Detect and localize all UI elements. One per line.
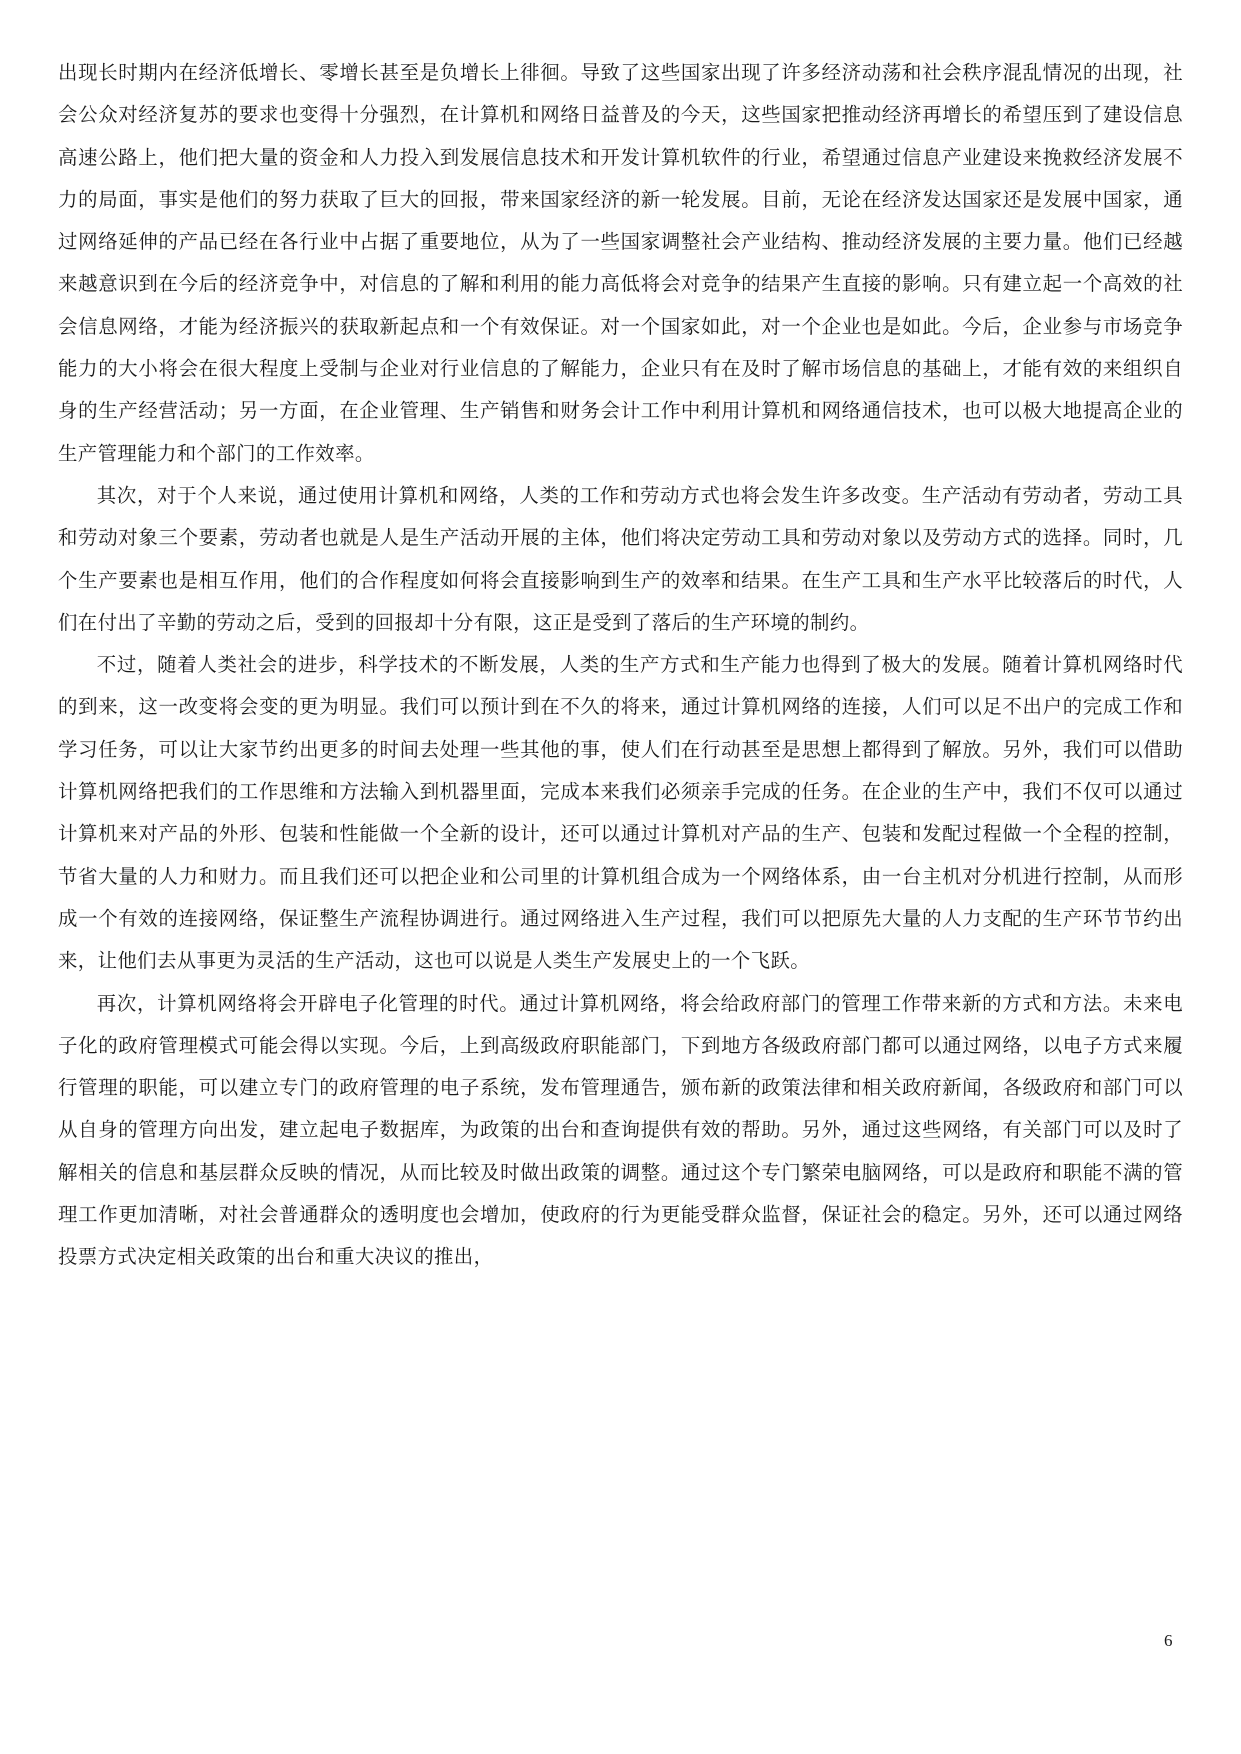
paragraph-electronic-management: 再次，计算机网络将会开辟电子化管理的时代。通过计算机网络，将会给政府部门的管理工作带来新的方式和方法。未来电子化的政府管理模式可能会得以实现。今后，上到高级政府职能部门，下到地方各级政府部门都可以通过网络，以电子方式来履行管理的职能，可以建立专门的政府管理的电子系统，发布管理通告，颁布新的政策法律和相关政府新闻，各级政府和部门可以从自身的管理方向出发，建立起电子数据库，为政策的出台和查询提供有效的帮助。另外，通过这些网络，有关部门可以及时了解相关的信息和基层群众反映的情况，从而比较及时做出政策的调整。通过这个专门繁荣电脑网络，可以是政府和职能不满的管理工作更加清晰，对社会普通群众的透明度也会增加，使政府的行为更能受群众监督，保证社会的稳定。另外，还可以通过网络投票方式决定相关政策的出台和重大决议的推出， bbox=[58, 991, 1183, 1269]
paragraph-economy-continued: 出现长时期内在经济低增长、零增长甚至是负增长上徘徊。导致了这些国家出现了许多经济动荡和社会秩序混乱情况的出现，社会公众对经济复苏的要求也变得十分强烈，在计算机和网络日益普及的今天，这些国家把推动经济再增长的希望压到了建设信息高速公路上，他们把大量的资金和人力投入到发展信息技术和开发计算机软件的行业，希望通过信息产业建设来挽救经济发展不力的局面，事实是他们的努力获取了巨大的回报，带来国家经济的新一轮发展。目前，无论在经济发达国家还是发展中国家，通过网络延伸的产品已经在各行业中占据了重要地位，从为了一些国家调整社会产业结构、推动经济发展的主要力量。他们已经越来越意识到在今后的经济竞争中，对信息的了解和利用的能力高低将会对竞争的结果产生直接的影响。只有建立起一个高效的社会信息网络，才能为经济振兴的获取新起点和一个有效保证。对一个国家如此，对一个企业也是如此。今后，企业参与市场竞争能力的大小将会在很大程度上受制与企业对行业信息的了解能力，企业只有在及时了解市场信息的基础上，才能有效的来组织自身的生产经营活动；另一方面，在企业管理、生产销售和财务会计工作中利用计算机和网络通信技术，也可以极大地提高企业的生产管理能力和个部门的工作效率。 bbox=[58, 61, 1183, 465]
document-body bbox=[58, 52, 1183, 1279]
page-number: 6 bbox=[1164, 1631, 1173, 1650]
paragraph-production-progress: 不过，随着人类社会的进步，科学技术的不断发展，人类的生产方式和生产能力也得到了极大的发展。随着计算机网络时代的到来，这一改变将会变的更为明显。我们可以预计到在不久的将来，通过计算机网络的连接，人们可以足不出户的完成工作和学习任务，可以让大家节约出更多的时间去处理一些其他的事，使人们在行动甚至是思想上都得到了解放。另外，我们可以借助计算机网络把我们的工作思维和方法输入到机器里面，完成本来我们必须亲手完成的任务。在企业的生产中，我们不仅可以通过计算机来对产品的外形、包装和性能做一个全新的设计，还可以通过计算机对产品的生产、包装和发配过程做一个全程的控制，节省大量的人力和财力。而且我们还可以把企业和公司里的计算机组合成为一个网络体系，由一台主机对分机进行控制，从而形成一个有效的连接网络，保证整生产流程协调进行。通过网络进入生产过程，我们可以把原先大量的人力支配的生产环节节约出来，让他们去从事更为灵活的生产活动，这也可以说是人类生产发展史上的一个飞跃。 bbox=[58, 653, 1183, 973]
paragraph-individual-work: 其次，对于个人来说，通过使用计算机和网络，人类的工作和劳动方式也将会发生许多改变。生产活动有劳动者，劳动工具和劳动对象三个要素，劳动者也就是人是生产活动开展的主体，他们将决定劳动工具和劳动对象以及劳动方式的选择。同时，几个生产要素也是相互作用，他们的合作程度如何将会直接影响到生产的效率和结果。在生产工具和生产水平比较落后的时代，人们在付出了辛勤的劳动之后，受到的回报却十分有限，这正是受到了落后的生产环境的制约。 bbox=[58, 483, 1183, 634]
